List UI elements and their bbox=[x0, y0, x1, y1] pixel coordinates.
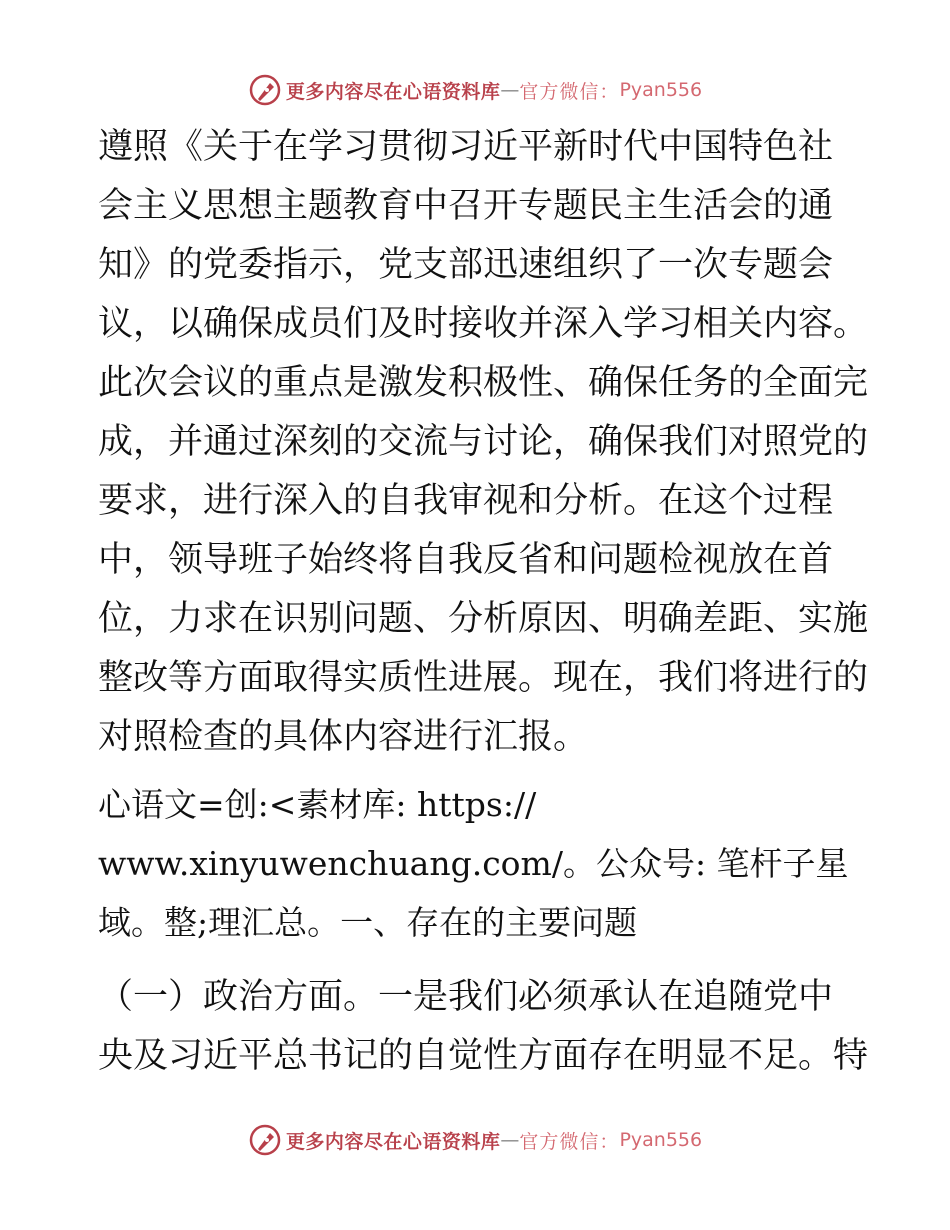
footer-banner bbox=[0, 1120, 950, 1160]
text-line: 整改等方面取得实质性进展。现在，我们将进行的 bbox=[98, 658, 869, 698]
body-paragraph-3 bbox=[98, 968, 869, 1086]
banner-wechat-id: Pyan556 bbox=[619, 79, 703, 101]
text-line: 知》的党委指示，党支部迅速组织了一次专题会 bbox=[98, 245, 834, 285]
pen-nib-logo-icon bbox=[248, 73, 282, 107]
text-line: www.xinyuwenchuang.com/。公众号: 笔杆子星 bbox=[98, 844, 849, 883]
text-line: 对照检查的具体内容进行汇报。 bbox=[98, 717, 589, 757]
body-paragraph-2 bbox=[98, 775, 858, 952]
banner-wechat-id: Pyan556 bbox=[619, 1129, 703, 1151]
text-line: 议，以确保成员们及时接收并深入学习相关内容。 bbox=[98, 304, 869, 344]
banner-official-label: 官方微信： bbox=[519, 80, 620, 103]
text-line: 此次会议的重点是激发积极性、确保任务的全面完 bbox=[98, 363, 869, 403]
text-line: 位，力求在识别问题、分析原因、明确差距、实施 bbox=[98, 599, 869, 639]
pen-nib-logo-icon bbox=[248, 1123, 282, 1157]
text-line: 会主义思想主题教育中召开专题民主生活会的通 bbox=[98, 186, 834, 226]
text-line: 成，并通过深刻的交流与讨论，确保我们对照党的 bbox=[98, 422, 869, 462]
text-line: 遵照《关于在学习贯彻习近平新时代中国特色社 bbox=[98, 127, 834, 167]
text-line: 央及习近平总书记的自觉性方面存在明显不足。特 bbox=[98, 1036, 869, 1076]
body-paragraph-1 bbox=[98, 118, 869, 767]
banner-official-label: 官方微信： bbox=[519, 1130, 620, 1153]
text-line: 要求，进行深入的自我审视和分析。在这个过程 bbox=[98, 481, 834, 521]
text-line: 域。整;理汇总。一、存在的主要问题 bbox=[98, 903, 638, 942]
text-line: （一）政治方面。一是我们必须承认在追随党中 bbox=[98, 977, 834, 1017]
banner-main-text: 更多内容尽在心语资料库 bbox=[285, 80, 501, 103]
text-line: 心语文=创:<素材库: https:// bbox=[98, 785, 537, 824]
banner-dash: — bbox=[500, 79, 520, 101]
banner-dash: — bbox=[500, 1129, 520, 1151]
banner-main-text: 更多内容尽在心语资料库 bbox=[285, 1130, 501, 1153]
header-banner bbox=[0, 70, 950, 110]
text-line: 中，领导班子始终将自我反省和问题检视放在首 bbox=[98, 540, 834, 580]
